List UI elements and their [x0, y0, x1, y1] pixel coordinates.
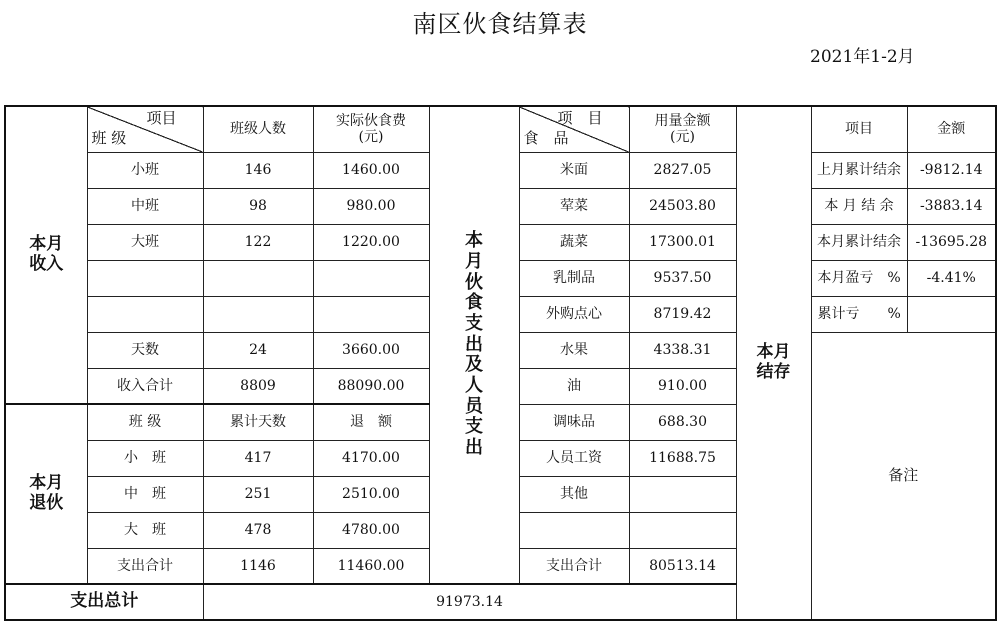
withdraw-row-refund: 4780.00 — [313, 512, 429, 548]
expense-row-amount: 8719.42 — [629, 296, 736, 332]
income-count-header: 班级人数 — [203, 106, 313, 152]
withdraw-row-days: 251 — [203, 476, 313, 512]
expense-row-amount: 80513.14 — [629, 548, 736, 584]
income-fee-header: 实际伙食费 (元) — [313, 106, 429, 152]
income-row-fee: 1220.00 — [313, 224, 429, 260]
income-row-fee — [313, 296, 429, 332]
withdraw-row-days: 417 — [203, 440, 313, 476]
expense-row-amount: 9537.50 — [629, 260, 736, 296]
expense-row-amount: 2827.05 — [629, 152, 736, 188]
income-row-count — [203, 260, 313, 296]
expense-row-label: 其他 — [519, 476, 629, 512]
expense-row-label: 支出合计 — [519, 548, 629, 584]
income-row-label: 收入合计 — [87, 368, 203, 404]
income-row-fee: 88090.00 — [313, 368, 429, 404]
income-row-count — [203, 296, 313, 332]
balance-row-amount: -3883.14 — [907, 188, 996, 224]
expense-row-amount: 4338.31 — [629, 332, 736, 368]
expense-row-amount: 17300.01 — [629, 224, 736, 260]
withdraw-row-refund: 4170.00 — [313, 440, 429, 476]
withdraw-refund-header: 退 额 — [313, 404, 429, 440]
income-row-fee: 1460.00 — [313, 152, 429, 188]
withdraw-row-label: 支出合计 — [87, 548, 203, 584]
income-row-label: 中班 — [87, 188, 203, 224]
expense-row-amount — [629, 476, 736, 512]
withdraw-class-header: 班 级 — [87, 404, 203, 440]
expense-row-amount: 24503.80 — [629, 188, 736, 224]
balance-row-amount: -4.41% — [907, 260, 996, 296]
withdraw-row-label: 中 班 — [87, 476, 203, 512]
balance-row-label: 本月盈亏 % — [811, 260, 907, 296]
balance-amount-header: 金额 — [907, 106, 996, 152]
balance-item-header: 项目 — [811, 106, 907, 152]
expense-row-amount: 910.00 — [629, 368, 736, 404]
withdraw-section-label: 本月 退伙 — [5, 404, 87, 584]
income-row-count: 122 — [203, 224, 313, 260]
expense-row-amount: 688.30 — [629, 404, 736, 440]
balance-row-label: 累计亏 % — [811, 296, 907, 332]
income-row-fee: 980.00 — [313, 188, 429, 224]
expense-row-label: 水果 — [519, 332, 629, 368]
expense-amount-header: 用量金额 (元) — [629, 106, 736, 152]
expense-row-label: 外购点心 — [519, 296, 629, 332]
income-row-count: 24 — [203, 332, 313, 368]
income-row-label — [87, 260, 203, 296]
expense-diagonal-header: 项 目 食 品 — [519, 106, 629, 152]
expense-row-label: 乳制品 — [519, 260, 629, 296]
income-section-label: 本月 收入 — [5, 106, 87, 404]
remarks-cell: 备注 — [811, 332, 996, 620]
withdraw-row-days: 478 — [203, 512, 313, 548]
income-row-count: 146 — [203, 152, 313, 188]
withdraw-row-days: 1146 — [203, 548, 313, 584]
balance-row-amount: -13695.28 — [907, 224, 996, 260]
expense-row-label: 调味品 — [519, 404, 629, 440]
settlement-table — [4, 105, 997, 621]
balance-row-amount — [907, 296, 996, 332]
expense-row-amount — [629, 512, 736, 548]
income-diagonal-header: 项目 班 级 — [87, 106, 203, 152]
grand-total-label: 支出总计 — [5, 584, 203, 620]
expense-row-amount: 11688.75 — [629, 440, 736, 476]
report-period: 2021年1-2月 — [810, 47, 915, 67]
expense-row-label: 油 — [519, 368, 629, 404]
expense-row-label — [519, 512, 629, 548]
income-row-label: 天数 — [87, 332, 203, 368]
expense-row-label: 米面 — [519, 152, 629, 188]
income-row-label: 大班 — [87, 224, 203, 260]
expense-section-label: 本 月 伙 食 支 出 及 人 员 支 出 — [429, 106, 519, 584]
income-row-count: 98 — [203, 188, 313, 224]
balance-section-label: 本月 结存 — [736, 106, 811, 620]
balance-row-label: 上月累计结余 — [811, 152, 907, 188]
withdraw-row-label: 大 班 — [87, 512, 203, 548]
withdraw-days-header: 累计天数 — [203, 404, 313, 440]
withdraw-row-label: 小 班 — [87, 440, 203, 476]
income-row-label: 小班 — [87, 152, 203, 188]
page-title: 南区伙食结算表 — [412, 10, 588, 38]
withdraw-row-refund: 2510.00 — [313, 476, 429, 512]
income-row-label — [87, 296, 203, 332]
balance-row-amount: -9812.14 — [907, 152, 996, 188]
income-row-fee: 3660.00 — [313, 332, 429, 368]
income-row-fee — [313, 260, 429, 296]
balance-row-label: 本月累计结余 — [811, 224, 907, 260]
grand-total-value: 91973.14 — [203, 584, 736, 620]
expense-row-label: 荤菜 — [519, 188, 629, 224]
income-row-count: 8809 — [203, 368, 313, 404]
balance-row-label: 本 月 结 余 — [811, 188, 907, 224]
expense-row-label: 蔬菜 — [519, 224, 629, 260]
expense-row-label: 人员工资 — [519, 440, 629, 476]
withdraw-row-refund: 11460.00 — [313, 548, 429, 584]
